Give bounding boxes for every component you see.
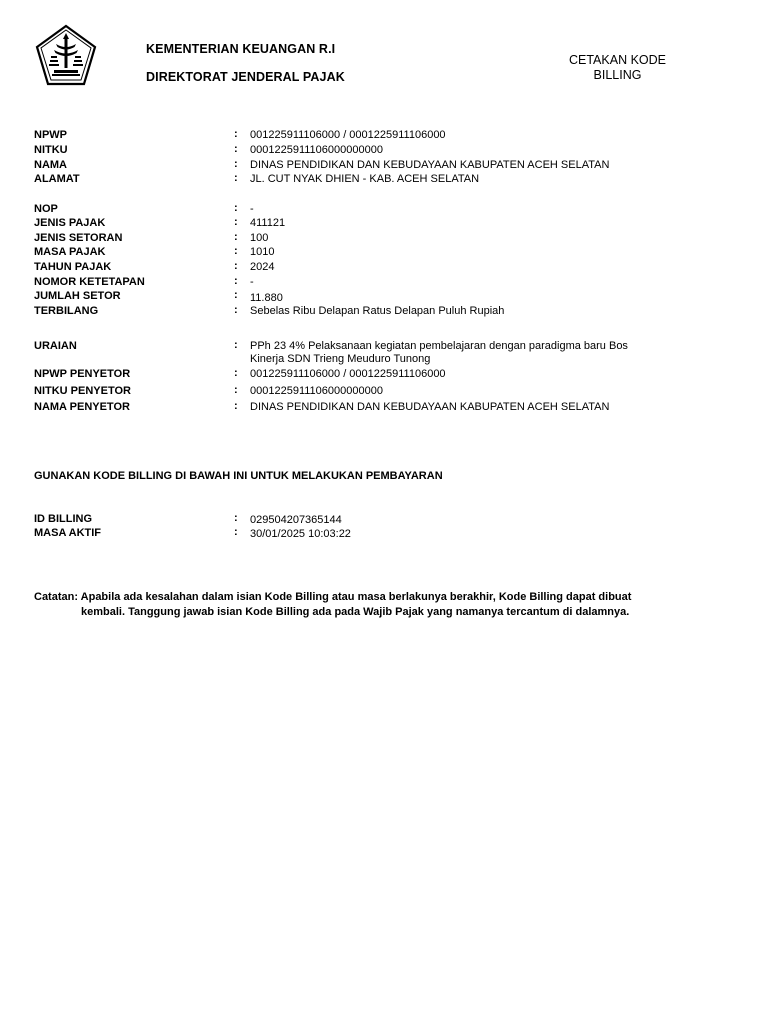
field-value: JL. CUT NYAK DHIEN - KAB. ACEH SELATAN xyxy=(250,173,480,185)
field-label: NPWP xyxy=(34,129,67,141)
field-label: NITKU PENYETOR xyxy=(34,385,131,397)
field-colon: : xyxy=(234,512,238,524)
field-value: 11.880 xyxy=(250,292,283,304)
field-colon: : xyxy=(234,526,238,538)
field-colon: : xyxy=(234,384,238,396)
field-label: TERBILANG xyxy=(34,305,99,317)
billing-code-value: 029504207365144 xyxy=(250,514,342,526)
field-value: - xyxy=(250,276,254,288)
directorate-name: DIREKTORAT JENDERAL PAJAK xyxy=(146,70,345,84)
payment-notice: GUNAKAN KODE BILLING DI BAWAH INI UNTUK MELAKUKAN PEMBAYARAN xyxy=(34,470,443,482)
field-label: NOMOR KETETAPAN xyxy=(34,276,145,288)
field-label: ALAMAT xyxy=(34,173,80,185)
field-label: JENIS SETORAN xyxy=(34,232,123,244)
field-colon: : xyxy=(234,275,238,287)
field-value: DINAS PENDIDIKAN DAN KEBUDAYAAN KABUPATEN ACEH SELATAN xyxy=(250,401,610,413)
field-value: DINAS PENDIDIKAN DAN KEBUDAYAAN KABUPATEN ACEH SELATAN xyxy=(250,159,610,171)
field-value: 2024 xyxy=(250,261,275,273)
document-title-line-2: BILLING xyxy=(593,67,642,82)
field-label: NPWP PENYETOR xyxy=(34,368,131,380)
field-colon: : xyxy=(234,172,238,184)
field-label: URAIAN xyxy=(34,340,77,352)
ministry-emblem-icon xyxy=(34,24,98,88)
field-colon: : xyxy=(234,143,238,155)
field-colon: : xyxy=(234,304,238,316)
field-value: PPh 23 4% Pelaksanaan kegiatan pembelajaran dengan paradigma baru Bos Kinerja SDN Trieng Meuduro Tunong xyxy=(250,340,628,365)
field-value: 30/01/2025 10:03:22 xyxy=(250,528,351,540)
field-label: MASA PAJAK xyxy=(34,246,106,258)
field-value: 0001225911106000000000 xyxy=(250,385,383,397)
field-value: 1010 xyxy=(250,246,275,258)
field-label: JENIS PAJAK xyxy=(34,217,106,229)
field-colon: : xyxy=(234,231,238,243)
field-colon: : xyxy=(234,339,238,351)
field-label: MASA AKTIF xyxy=(34,527,102,539)
field-value: Sebelas Ribu Delapan Ratus Delapan Puluh Rupiah xyxy=(250,305,505,317)
field-value: - xyxy=(250,203,254,215)
field-value: 411121 xyxy=(250,217,286,229)
field-value: 001225911106000 / 0001225911106000 xyxy=(250,129,446,141)
field-value: 0001225911106000000000 xyxy=(250,144,383,156)
footnote-line-2: kembali. Tanggung jawab isian Kode Billing ada pada Wajib Pajak yang namanya tercantum di dalamnya. xyxy=(81,605,630,618)
ministry-name: KEMENTERIAN KEUANGAN R.I xyxy=(146,42,336,56)
field-colon: : xyxy=(234,128,238,140)
field-colon: : xyxy=(234,216,238,228)
document-title-line-1: CETAKAN KODE xyxy=(568,53,666,67)
footnote-line-1: Catatan: Apabila ada kesalahan dalam isian Kode Billing atau masa berlakunya berakhir, Kode Billing dapat dibuat xyxy=(34,591,632,603)
field-label: TAHUN PAJAK xyxy=(34,261,112,273)
field-colon: : xyxy=(234,245,238,257)
field-label: NITKU xyxy=(34,144,68,156)
field-colon: : xyxy=(234,158,238,170)
field-label: NAMA xyxy=(34,159,67,171)
field-label: JUMLAH SETOR xyxy=(34,290,121,302)
document-title xyxy=(560,53,675,82)
field-value: 100 xyxy=(250,232,269,244)
field-value: 001225911106000 / 0001225911106000 xyxy=(250,368,446,380)
field-colon: : xyxy=(234,202,238,214)
field-label: ID BILLING xyxy=(34,513,93,525)
field-colon: : xyxy=(234,367,238,379)
field-label: NAMA PENYETOR xyxy=(34,401,130,413)
field-label: NOP xyxy=(34,203,58,215)
footnote xyxy=(34,590,631,619)
field-colon: : xyxy=(234,289,238,301)
field-colon: : xyxy=(234,260,238,272)
field-colon: : xyxy=(234,400,238,412)
